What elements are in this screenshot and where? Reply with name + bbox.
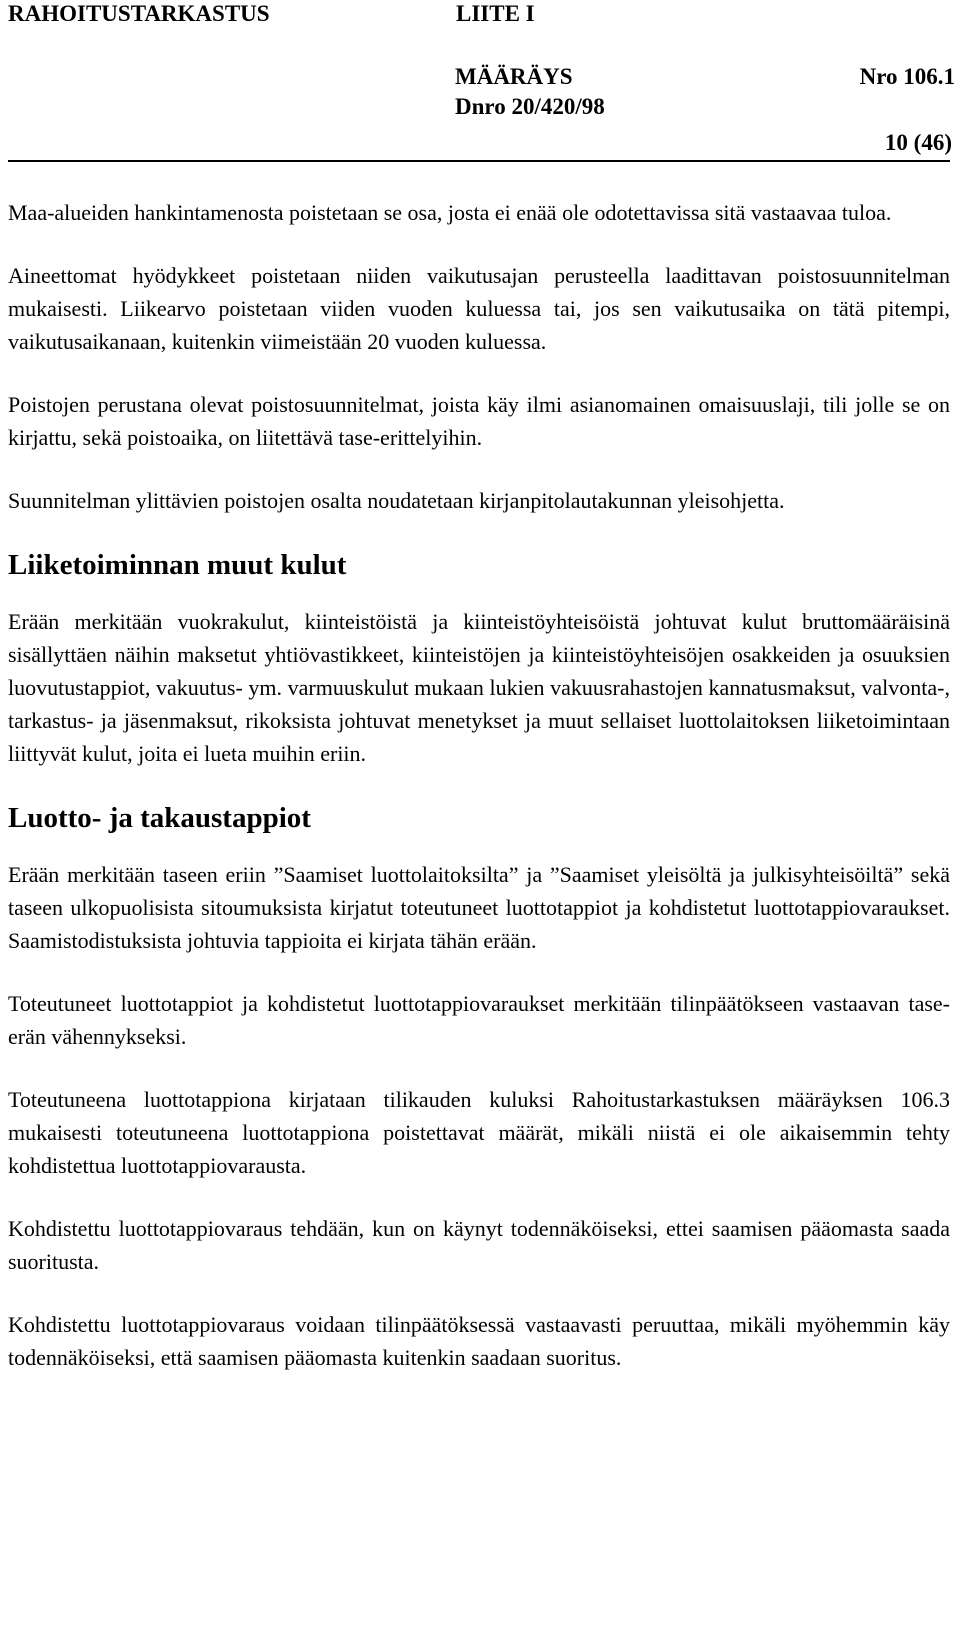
paragraph: Suunnitelman ylittävien poistojen osalta noudatetaan kirjanpitolautakunnan yleisohjetta. bbox=[8, 488, 785, 513]
regulation-info bbox=[455, 62, 955, 122]
regulation-type: MÄÄRÄYS bbox=[455, 64, 573, 89]
record-number: Dnro 20/420/98 bbox=[455, 94, 605, 119]
paragraph: Maa-alueiden hankintamenosta poistetaan se osa, josta ei enää ole odotettavissa sitä vastaavaa tuloa. bbox=[8, 200, 892, 225]
section-heading: Luotto- ja takaustappiot bbox=[8, 802, 311, 834]
section-heading: Liiketoiminnan muut kulut bbox=[8, 549, 347, 581]
regulation-number: Nro 106.1 bbox=[859, 64, 955, 89]
organization-name: RAHOITUSTARKASTUS bbox=[8, 1, 270, 26]
paragraph: Toteutuneena luottotappiona kirjataan tilikauden kuluksi Rahoitustarkastuksen määräyksen 106.3 mukaisesti toteutuneena luottotappiona poistettavat määrät, mikäli niistä ei ole aikaisemmin tehty kohdistettua luottotappiovarausta. bbox=[8, 1087, 950, 1178]
appendix-label: LIITE I bbox=[456, 1, 535, 26]
paragraph: Toteutuneet luottotappiot ja kohdistetut luottotappiovaraukset merkitään tilinpäätökseen vastaavan tase-erän vähennykseksi. bbox=[8, 991, 950, 1049]
page-number: 10 (46) bbox=[884, 130, 952, 155]
paragraph: Aineettomat hyödykkeet poistetaan niiden vaikutusajan perusteella laadittavan poistosuunnitelman mukaisesti. Liikearvo poistetaan viiden vuoden kuluessa tai, jos sen vaikutusaika on tätä pitempi, vaikutusaikanaan, kuitenkin viimeistään 20 vuoden kuluessa. bbox=[8, 263, 950, 354]
paragraph: Kohdistettu luottotappiovaraus tehdään, kun on käynyt todennäköiseksi, ettei saamisen pääomasta saada suoritusta. bbox=[8, 1216, 950, 1274]
document-body bbox=[8, 196, 950, 1404]
paragraph: Poistojen perustana olevat poistosuunnitelmat, joista käy ilmi asianomainen omaisuuslaji, tili jolle se on kirjattu, sekä poistoaika, on liitettävä tase-erittelyihin. bbox=[8, 392, 950, 450]
paragraph: Erään merkitään vuokrakulut, kiinteistöistä ja kiinteistöyhteisöistä johtuvat kulut bruttomääräisinä sisällyttäen näihin maksetut yhtiövastikkeet, kiinteistöjen ja kiinteistöyhteisöjen osakkeiden ja osuuksien luovutustappiot, vakuutus- ym. varmuuskulut mukaan lukien vakuusrahastojen kannatusmaksut, valvonta-, tarkastus- ja jäsenmaksut, rikoksista johtuvat menetykset ja muut sellaiset luottolaitoksen liiketoimintaan liittyvät kulut, joita ei lueta muihin eriin. bbox=[8, 609, 950, 766]
paragraph: Kohdistettu luottotappiovaraus voidaan tilinpäätöksessä vastaavasti peruuttaa, mikäli myöhemmin käy todennäköiseksi, että saamisen pääomasta kuitenkin saadaan suoritus. bbox=[8, 1312, 950, 1370]
paragraph: Erään merkitään taseen eriin ”Saamiset luottolaitoksilta” ja ”Saamiset yleisöltä ja julkisyhteisöiltä” sekä taseen ulkopuolisista sitoumuksista kirjatut toteutuneet luottotappiot ja kohdistetut luottotappiovaraukset. Saamistodistuksista johtuvia tappioita ei kirjata tähän erään. bbox=[8, 862, 950, 953]
header-divider bbox=[8, 160, 950, 162]
